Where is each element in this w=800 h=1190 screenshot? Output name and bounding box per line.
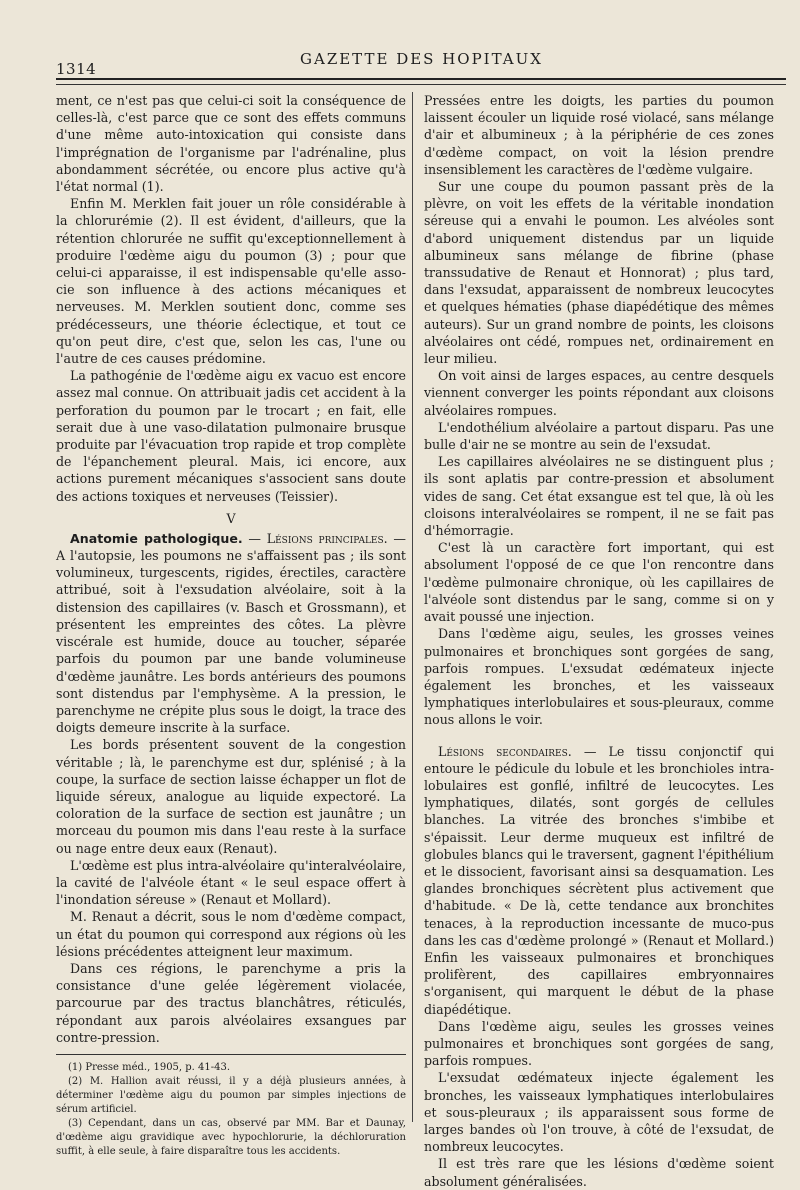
paragraph: Pressées entre les doigts, les parties du poumon laissent écouler un liquide rosé violacé, sans mélange d'air et albumineux ; à la périphérie de ces zones d'œdème compact, on voit la lésion prendre insensiblement les caractères de l'œdème vulgaire. (424, 93, 774, 177)
paragraph-text: — A l'autopsie, les poumons ne s'affaissent pas ; ils sont volumineux, turgescents, rigides, érectiles, caractère attribué, soit à l'exsudation alvéolaire, soit à la distension des capillaires (v. Basch et Grossmann), et présentent les empreintes des côtes. La plèvre viscérale est humide, douce au toucher, séparée parfois du poumon par une bande volumineuse d'œdème jaunâtre. Les bords antérieurs des poumons sont distendus par l'emphysème. A la pression, le parenchyme ne crépite plus sous le doigt, la trace des doigts demeure inscrite à la surface. (56, 530, 406, 736)
header-rule-thin (56, 84, 786, 85)
paragraph: Les capillaires alvéolaires ne se distinguent plus ; ils sont aplatis par contre-pression et absolument vides de sang. Cet état exsangue est tel que, là où les cloisons interalvéolaires se rompent, il ne se fait pas d'hémorragie. (424, 454, 774, 539)
paragraph: M. Renaut a décrit, sous le nom d'œdème compact, un état du poumon qui correspond aux régions où les lésions précédentes atteignent leur maximum. (56, 909, 406, 959)
subsection-heading: Lésions principales. (266, 530, 388, 546)
section-heading: Anatomie pathologique. (70, 530, 243, 546)
spacer (424, 729, 774, 743)
paragraph: La pathogénie de l'œdème aigu ex vacuo est encore assez mal connue. On attribuait jadis cet accident à la perforation du poumon par le trocart ; en fait, elle serait due à une vaso-dilatation pulmonaire brusque produite par l'évacuation trop rapide et trop complète de l'épanchement pleural. Mais, ici encore, aux actions purement mécaniques s'associent sans doute des actions toxiques et nerveuses (Teissier). (56, 368, 406, 504)
footnote: (2) M. Hallion avait réussi, il y a déjà plusieurs années, à déterminer l'œdème aigu du poumon par simples injections de sérum artificiel. (56, 1075, 406, 1115)
paragraph: Il est très rare que les lésions d'œdème soient absolument généralisées. (424, 1156, 774, 1189)
paragraph: Sur une coupe du poumon passant près de la plèvre, on voit les effets de la véritable inondation séreuse qui a envahi le poumon. Les alvéoles sont d'abord uniquement distendus par un liquide albumineux sans mélange de fibrine (phase transsudative de Renaut et Honnorat) ; plus tard, dans l'exsudat, apparaissent de nombreux leucocytes et quelques hématies (phase diapédétique des mêmes auteurs). Sur un grand nombre de points, les cloisons alvéolaires ont cédé, rompues net, ordinairement en leur milieu. (424, 179, 774, 367)
section-paragraph (56, 530, 406, 736)
journal-title: GAZETTE DES HOPITAUX (300, 50, 543, 68)
footnote: (3) Cependant, dans un cas, observé par MM. Bar et Daunay, d'œdème aigu gravidique avec hypochlorurie, la déchloruration suffit, à elle seule, à faire disparaître tous les accidents. (56, 1117, 406, 1157)
paragraph: Dans ces régions, le parenchyme a pris la consistance d'une gelée légèrement violacée, parcourue par des tractus blanchâtres, réticulés, répondant aux parois alvéolaires exsangues par contre-pression. (56, 960, 406, 1045)
page-number: 1314 (56, 60, 97, 78)
paragraph: Dans l'œdème aigu, seules, les grosses veines pulmonaires et bronchiques sont gorgées de sang, parfois rompues. L'exsudat œdémateux injecte également les bronches, et les vaisseaux lymphatiques interlobulaires et sous-pleuraux, comme nous allons le voir. (424, 626, 774, 728)
paragraph: On voit ainsi de larges espaces, au centre desquels viennent converger les points répondant aux cloisons alvéolaires rompues. (424, 368, 774, 418)
subsection-heading: Lésions secondaires. (438, 743, 572, 759)
section-paragraph (424, 743, 774, 1018)
paragraph: Enfin M. Merklen fait jouer un rôle considérable à la chlorurémie (2). Il est évident, d'ailleurs, que la rétention chlorurée ne suffit qu'exceptionnellement à produire l'œdème aigu du poumon (3) ; pour que celui-ci apparaisse, il est indispensable qu'elle asso-cie son influence à des actions mécaniques et nerveuses. M. Merklen soutient donc, comme ses prédécesseurs, une théorie éclectique, et tout ce qu'on peut dire, c'est que, selon les cas, l'une ou l'autre de ces causes prédomine. (56, 196, 406, 367)
footnote: (1) Presse méd., 1905, p. 41-43. (68, 1061, 231, 1073)
paragraph: Dans l'œdème aigu, seules les grosses veines pulmonaires et bronchiques sont gorgées de sang, parfois rompues. (424, 1018, 774, 1069)
paragraph: ment, ce n'est pas que celui-ci soit la conséquence de celles-là, c'est parce que ce sont des effets communs d'une même auto-intoxication qui consiste dans l'imprégnation de l'organisme par l'adrénaline, plus abondamment sécrétée, ou encore plus active qu'à l'état normal (1). (56, 93, 406, 195)
dash: — (242, 530, 267, 546)
paragraph: L'endothélium alvéolaire a partout disparu. Pas une bulle d'air ne se montre au sein de l'exsudat. (424, 419, 774, 453)
right-column (424, 92, 774, 1190)
footnote-rule (56, 1054, 406, 1055)
section-number: V (226, 510, 236, 526)
column-divider (412, 92, 413, 1122)
paragraph-text: — Le tissu conjonctif qui entoure le pédicule du lobule et les bronchioles intra-lobulaires est gonflé, infiltré de leucocytes. Les lymphatiques, dilatés, sont gorgés de cellules blanches. La vitrée des bronches s'imbibe et s'épaissit. Leur derme muqueux est infiltré de globules blancs qui le traversent, gagnent l'épithélium et le dissocient, favorisant ainsi sa desquamation. Les glandes bronchiques sécrètent plus activement que d'habitude. « De là, cette tendance aux bronchites tenaces, à la reproduction incessante de muco-pus dans les cas d'œdème prolongé » (Renaut et Mollard.) Enfin les vaisseaux pulmonaires et bronchiques prolifèrent, des capillaires embryonnaires s'organisent, qui marquent le début de la phase diapédétique. (424, 743, 774, 1017)
paragraph: L'œdème est plus intra-alvéolaire qu'interalvéolaire, la cavité de l'alvéole étant « le seul espace offert à l'inondation séreuse » (Renaut et Mollard). (56, 857, 406, 908)
paragraph: L'exsudat œdémateux injecte également les bronches, les vaisseaux lymphatiques interlobulaires et sous-pleuraux ; ils apparaissent sous forme de larges bandes où l'on trouve, à côté de l'exsudat, de nombreux leucocytes. (424, 1070, 774, 1155)
paragraph: C'est là un caractère fort important, qui est absolument l'opposé de ce que l'on rencontre dans l'œdème pulmonaire chronique, où les capillaires de l'alvéole sont distendus par le sang, comme si on y avait poussé une injection. (424, 540, 774, 625)
paragraph: Les bords présentent souvent de la congestion véritable ; là, le parenchyme est dur, splénisé ; à la coupe, la surface de section laisse échapper un flot de liquide séreux, analogue au liquide expectoré. La coloration de la surface de section est jaunâtre ; un morceau du poumon mis dans l'eau reste à la surface ou nage entre deux eaux (Renaut). (56, 737, 406, 856)
left-column (56, 92, 406, 1159)
header-rule-thick (56, 78, 786, 80)
